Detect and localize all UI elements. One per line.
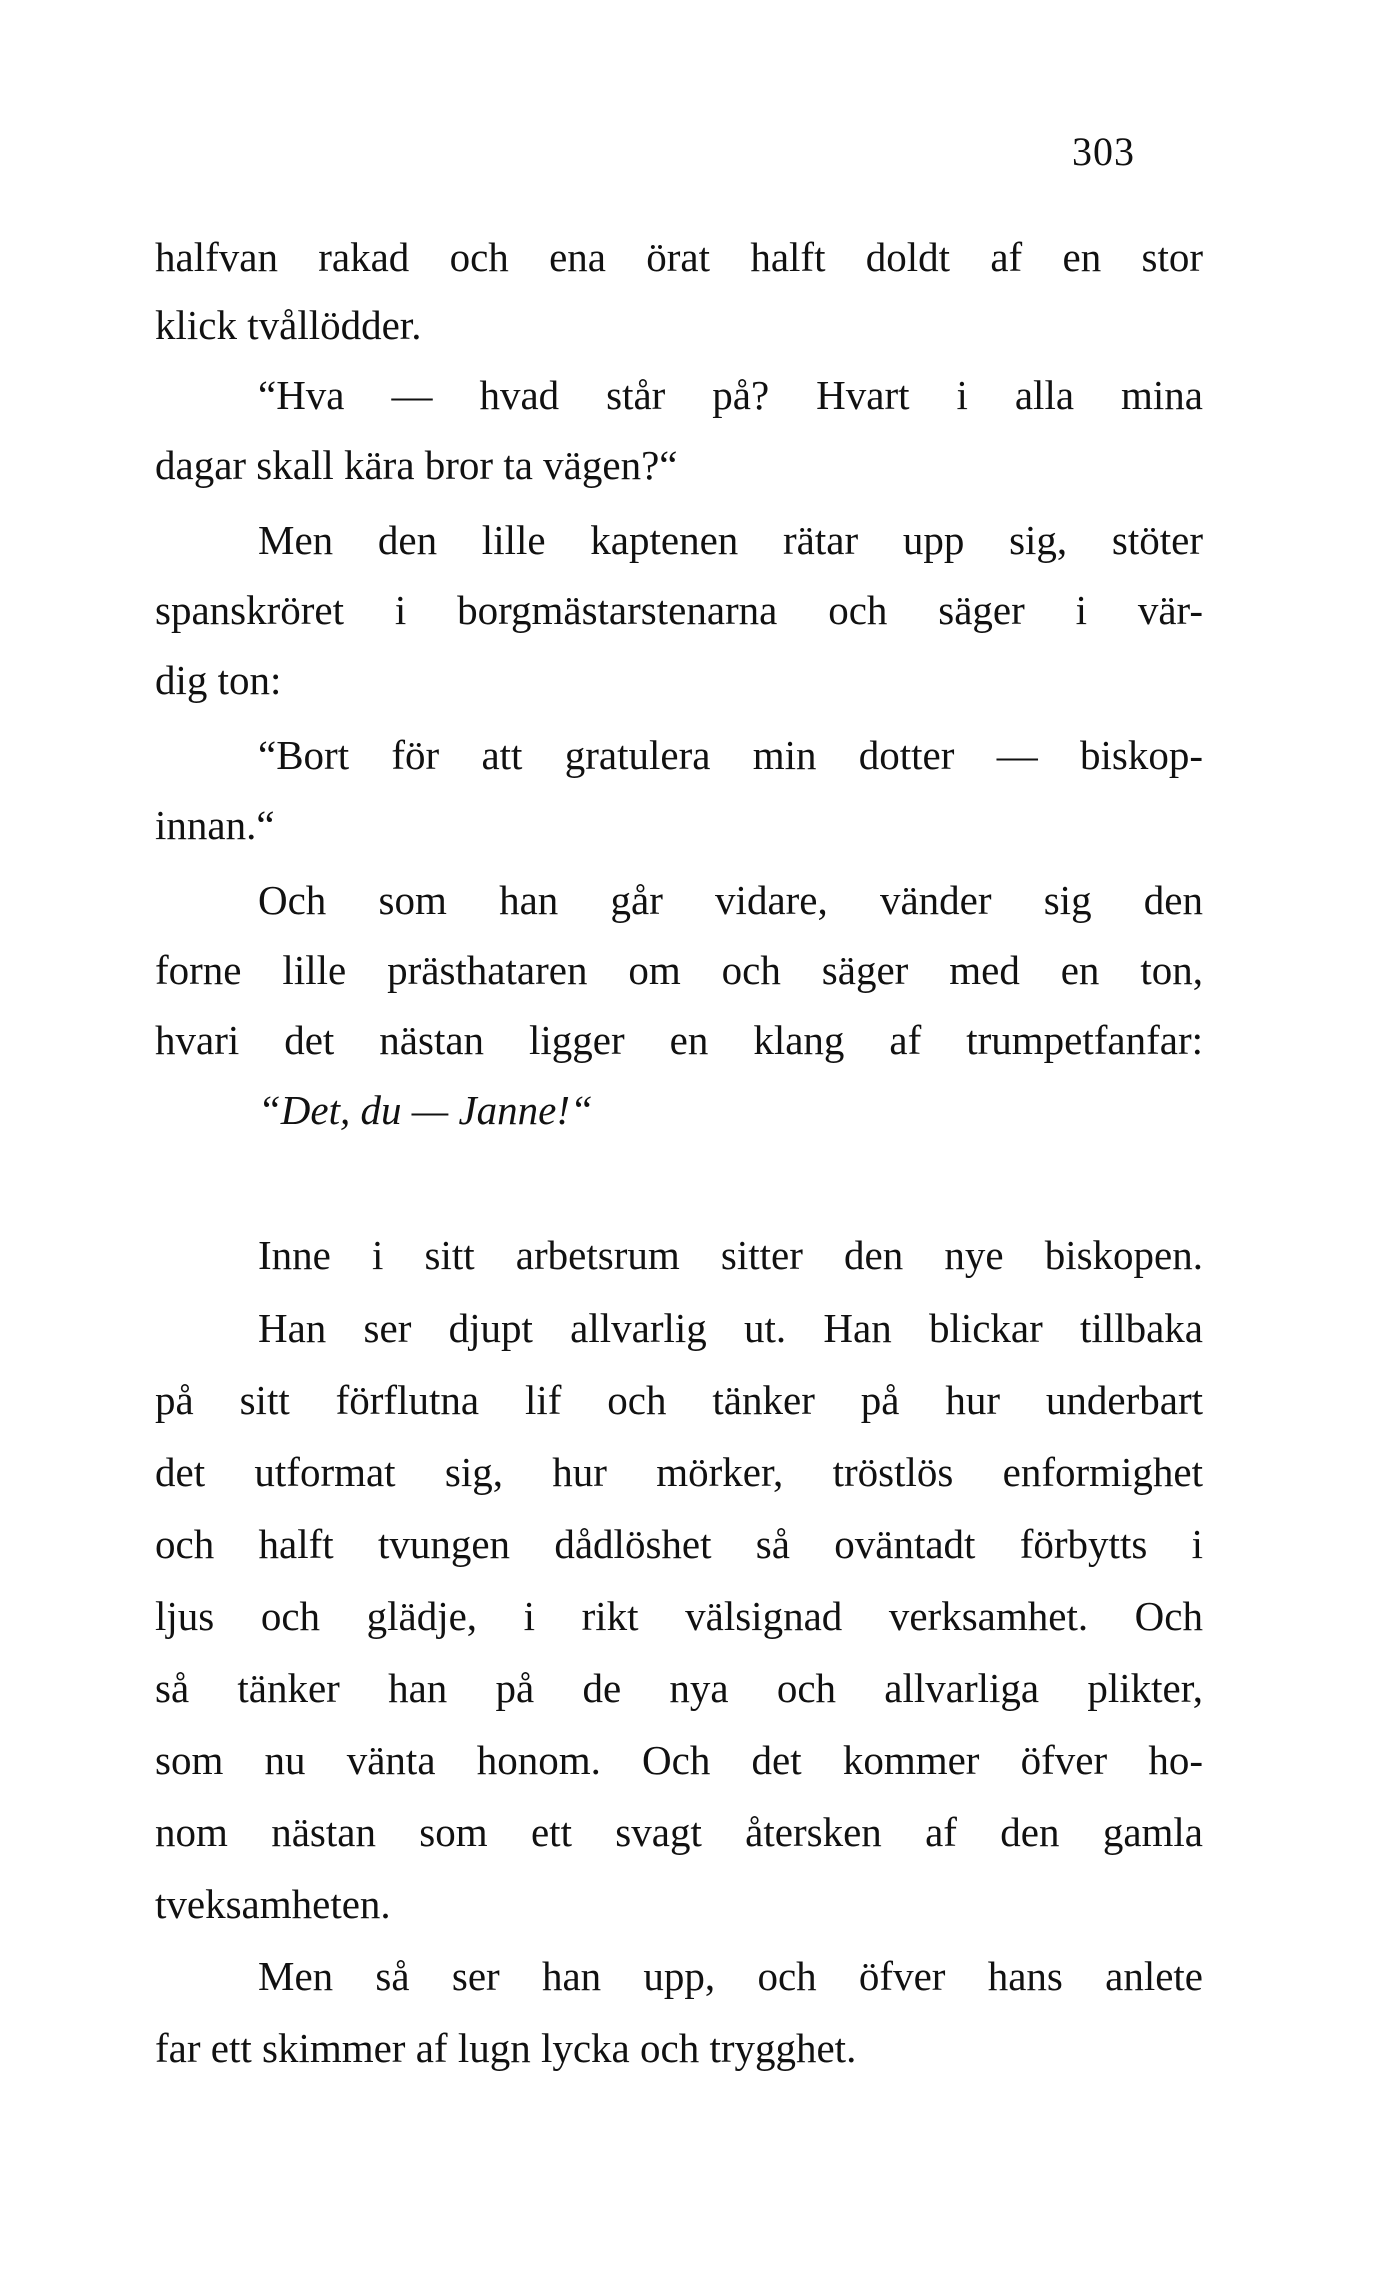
text-line: “Bort för att gratulera min dotter — biskop- (258, 732, 1203, 778)
text-line: tveksamheten. (155, 1881, 391, 1927)
text-line: Och som han går vidare, vänder sig den (258, 877, 1203, 923)
text-line: så tänker han på de nya och allvarliga plikter, (155, 1665, 1203, 1711)
text-line: “Det, du — Janne!“ (258, 1087, 593, 1133)
page-number: 303 (1072, 129, 1135, 174)
text-line: Men den lille kaptenen rätar upp sig, stöter (258, 517, 1203, 563)
text-line: dig ton: (155, 657, 282, 703)
text-line: far ett skimmer af lugn lycka och trygghet. (155, 2025, 857, 2071)
text-line: klick tvållödder. (155, 302, 422, 348)
text-line: på sitt förflutna lif och tänker på hur underbart (155, 1377, 1203, 1423)
text-line: Men så ser han upp, och öfver hans anlete (258, 1953, 1203, 1999)
text-line: hvari det nästan ligger en klang af trumpetfanfar: (155, 1017, 1203, 1063)
text-line: spanskröret i borgmästarstenarna och säger i vär- (155, 587, 1203, 633)
text-line: nom nästan som ett svagt återsken af den gamla (155, 1809, 1203, 1855)
text-line: Han ser djupt allvarlig ut. Han blickar tillbaka (258, 1305, 1203, 1351)
text-line: det utformat sig, hur mörker, tröstlös enformighet (155, 1449, 1203, 1495)
text-line: halfvan rakad och ena örat halft doldt af en stor (155, 234, 1203, 280)
text-line: och halft tvungen dådlöshet så oväntadt förbytts i (155, 1521, 1203, 1567)
text-line: “Hva — hvad står på? Hvart i alla mina (258, 372, 1203, 418)
text-line: ljus och glädje, i rikt välsignad verksamhet. Och (155, 1593, 1203, 1639)
text-line: Inne i sitt arbetsrum sitter den nye biskopen. (258, 1232, 1203, 1278)
text-line: forne lille prästhataren om och säger med en ton, (155, 947, 1203, 993)
text-line: dagar skall kära bror ta vägen?“ (155, 442, 678, 488)
text-line: som nu vänta honom. Och det kommer öfver ho- (155, 1737, 1203, 1783)
text-line: innan.“ (155, 802, 275, 848)
